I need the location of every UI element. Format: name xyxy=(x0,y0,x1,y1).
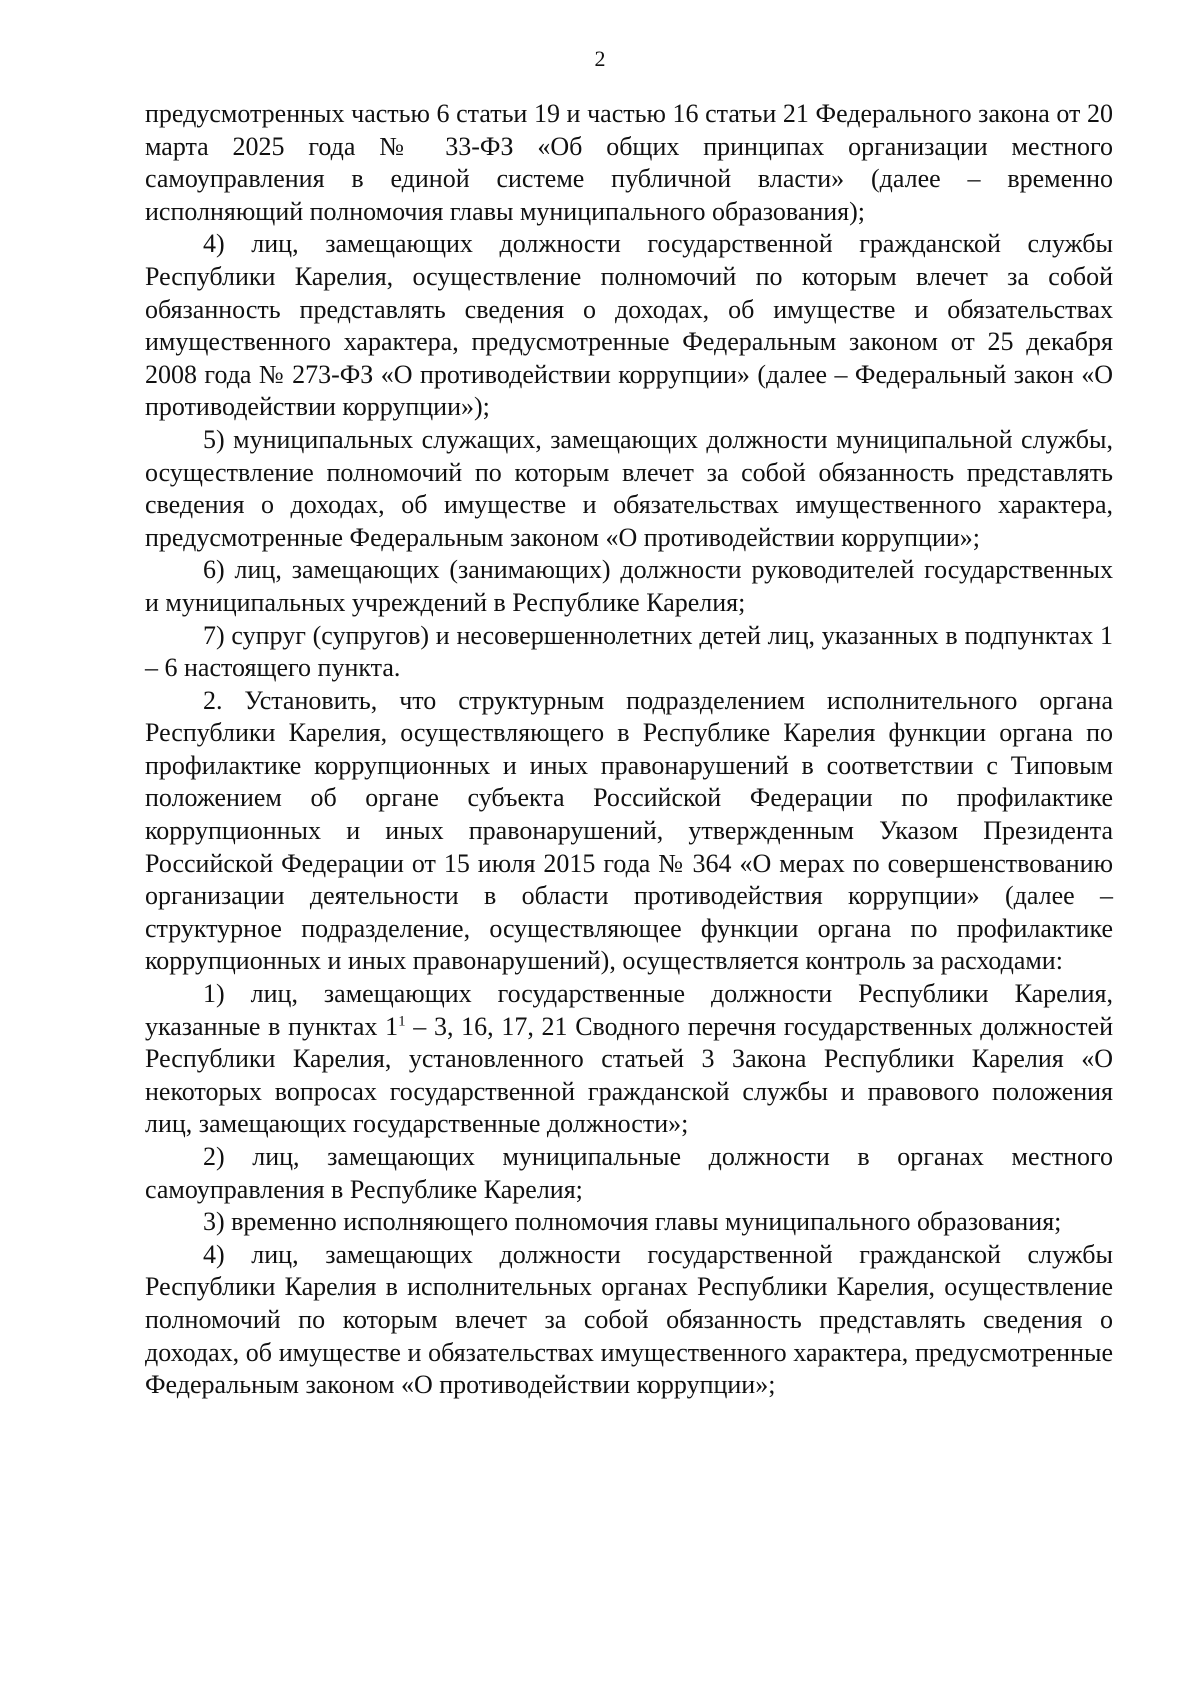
subitem-1-text-end: – 3, 16, 17, 21 Сводного перечня государственных должностей Республики Карелия, установленного статьей 3 Закона Республики Карелия «О некоторых вопросах государственной гражданской службы и правового положения лиц, замещающих государственные должности»; xyxy=(145,1011,1113,1139)
subitem-1-text-start: 1) лиц, замещающих государственные должности Республики Карелия, указанные в пунктах 1 xyxy=(145,979,1113,1041)
item-2-subitem-4-civil-service: 4) лиц, замещающих должности государственной гражданской службы Республики Карелия в исполнительных органах Республики Карелия, осуществление полномочий по которым влечет за собой обязанность представлять сведения о доходах, об имуществе и обязательствах имущественного характера, предусмотренные Федеральным законом «О противодействии коррупции»; xyxy=(145,1239,1113,1400)
item-2-expense-control: 2. Установить, что структурным подразделением исполнительного органа Республики Карелия, осуществляющего в Республике Карелия функции органа по профилактике коррупционных и иных правонарушений в соответствии с Типовым положением об органе субъекта Российской Федерации по профилактике коррупционных и иных правонарушений, утвержденным Указом Президента Российской Федерации от 15 июля 2015 года № 364 «О мерах по совершенствованию организации деятельности в области противодействия коррупции» (далее – структурное подразделение, осуществляющее функции органа по профилактике коррупционных и иных правонарушений), осуществляется контроль за расходами: xyxy=(145,685,1113,976)
item-2-subitem-1-state-positions xyxy=(145,978,1113,1141)
subitem-5-municipal-servants: 5) муниципальных служащих, замещающих должности муниципальной службы, осуществление полномочий по которым влечет за собой обязанность представлять сведения о доходах, об имуществе и обязательствах имущественного характера, предусмотренные Федеральным законом «О противодействии коррупции»; xyxy=(145,424,1113,552)
subitem-4-civil-service: 4) лиц, замещающих должности государственной гражданской службы Республики Карелия, осуществление полномочий по которым влечет за собой обязанность представлять сведения о доходах, об имуществе и обязательствах имущественного характера, предусмотренные Федеральным законом от 25 декабря 2008 года № 273-ФЗ «О противодействии коррупции» (далее – Федеральный закон «О противодействии коррупции»); xyxy=(145,229,1113,422)
paragraph-continuation: предусмотренных частью 6 статьи 19 и частью 16 статьи 21 Федерального закона от 20 марта 2025 года № 33-ФЗ «Об общих принципах организации местного самоуправления в единой системе публичной власти» (далее – временно исполняющий полномочия главы муниципального образования); xyxy=(145,99,1113,226)
item-2-subitem-2-municipal-positions: 2) лиц, замещающих муниципальные должности в органах местного самоуправления в Республике Карелия; xyxy=(145,1142,1113,1204)
subitem-7-spouses-children: 7) супруг (супругов) и несовершеннолетних детей лиц, указанных в подпунктах 1 – 6 настоящего пункта. xyxy=(145,620,1113,683)
item-2-subitem-3-acting-head: 3) временно исполняющего полномочия главы муниципального образования; xyxy=(203,1207,1062,1237)
superscript-marker: 1 xyxy=(398,1012,406,1029)
document-body xyxy=(145,98,1113,1402)
page-number: 2 xyxy=(594,46,606,71)
subitem-6-institution-heads: 6) лиц, замещающих (занимающих) должности руководителей государственных и муниципальных учреждений в Республике Карелия; xyxy=(145,555,1113,617)
